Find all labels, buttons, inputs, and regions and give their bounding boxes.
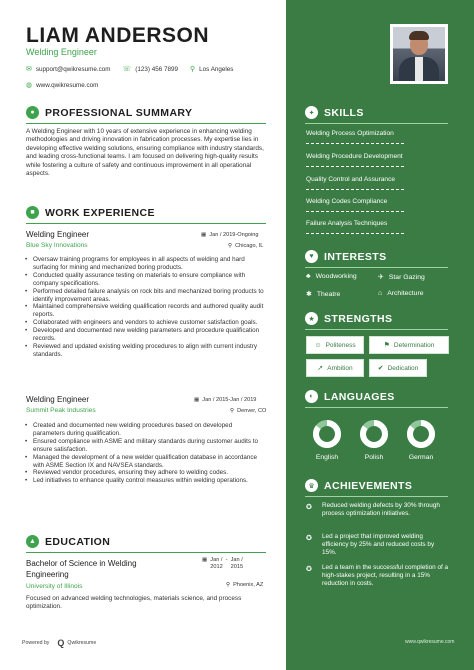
skill-bar	[306, 143, 404, 144]
smile-icon: ☺	[314, 341, 322, 349]
theatre-icon: ✱	[306, 291, 312, 298]
phone-icon: ☏	[122, 66, 132, 73]
language-ring-english	[312, 419, 342, 449]
medal-icon: ✪	[306, 535, 312, 542]
strength-badge: ✔ Dedication	[369, 359, 427, 377]
language-ring-german	[406, 419, 436, 449]
interests-divider	[305, 267, 448, 268]
education-divider	[26, 552, 266, 553]
skills-title: SKILLS	[324, 106, 364, 119]
interest-item: ✱ Theatre	[306, 290, 341, 298]
list-item: • Reviewed vendor procedures, ensuring they adhere to welding codes.	[31, 469, 265, 477]
list-item: • Developed and documented new welding parameters and procedure qualification records.	[31, 327, 265, 343]
achievement-item: Reduced welding defects by 30% through process optimization initiatives.	[322, 502, 440, 518]
achievements-divider	[305, 496, 448, 497]
degree-line: Engineering	[26, 570, 69, 579]
interests-title: INTERESTS	[324, 250, 387, 263]
skills-divider	[305, 123, 448, 124]
list-item: • Reviewed and updated existing welding procedures to align with current industry standards.	[31, 343, 265, 359]
interest-item: ♣ Woodworking	[306, 273, 357, 280]
list-item: • Created and documented new welding procedures based on developed parameters during qualification.	[31, 422, 265, 438]
brand-text[interactable]: Qwikresume	[67, 640, 97, 646]
experience-divider	[26, 223, 266, 224]
contact-row	[26, 65, 245, 73]
calendar-icon: ▦	[201, 232, 207, 238]
profile-photo	[390, 24, 448, 84]
candidate-role: Welding Engineer	[26, 47, 97, 57]
achievements-heading	[305, 479, 412, 492]
summary-heading	[26, 106, 192, 119]
star-icon: ✈	[378, 274, 384, 281]
experience-heading	[26, 206, 155, 219]
education-text: Focused on advanced welding technologies, materials science, and process optimization.	[26, 595, 242, 611]
list-item: • Maintained comprehensive welding qualification records and authored quality audit reports.	[31, 303, 265, 319]
skill-name: Failure Analysis Techniques	[306, 220, 388, 227]
graduation-cap-icon: ▲	[26, 535, 39, 548]
languages-heading	[305, 390, 395, 403]
achievements-title: ACHIEVEMENTS	[324, 479, 413, 492]
job-location: ⚲ Chicago, IL	[228, 243, 264, 249]
rocket-icon: ➚	[317, 365, 324, 372]
trophy-icon: ♛	[305, 479, 318, 492]
job-location: ⚲ Denver, CO	[230, 408, 267, 414]
job-bullets	[31, 422, 265, 485]
experience-title: WORK EXPERIENCE	[45, 206, 155, 219]
website-row	[26, 81, 110, 89]
pin-icon: ⚲	[230, 408, 235, 414]
job-dates: ▦ Jan / 2019-Ongoing	[201, 232, 259, 238]
education-dates: ▦ Jan / 2012 - Jan / 2015	[202, 557, 244, 570]
powered-by-text: Powered by	[22, 640, 50, 646]
flag-icon: ⚑	[383, 342, 390, 349]
location-text: Los Angeles	[199, 65, 234, 73]
skill-bar	[306, 166, 404, 167]
email-text[interactable]: support@qwikresume.com	[35, 65, 111, 73]
list-item: • Led initiatives to enhance quality control measures within welding operations.	[31, 477, 265, 485]
skill-name: Welding Codes Compliance	[306, 198, 388, 205]
user-icon: ●	[26, 106, 39, 119]
list-item: • Collaborated with engineers and vendors to achieve customer satisfaction goals.	[31, 319, 265, 327]
education-title: EDUCATION	[45, 535, 111, 548]
thumbs-up-icon: ★	[305, 312, 318, 325]
strength-badge: ☺ Politeness	[306, 336, 364, 354]
language-name: English	[315, 454, 339, 461]
skills-heading	[305, 106, 364, 119]
achievement-item: Led a project that improved welding efficiency by 25% and reduced costs by 15%.	[322, 533, 435, 557]
languages-divider	[305, 407, 448, 408]
summary-title: PROFESSIONAL SUMMARY	[45, 106, 193, 119]
footer	[22, 638, 96, 648]
qwikresume-logo-icon: Q	[57, 638, 65, 648]
phone-text: (123) 456 7899	[135, 65, 178, 73]
job-company: Summit Peak Industries	[26, 407, 96, 414]
avatar	[393, 27, 445, 81]
list-item: • Performed detailed failure analysis on rock bits and mechanized boring products to identify improvement areas.	[31, 288, 265, 304]
job-title: Welding Engineer	[26, 230, 90, 239]
list-item: • Conducted quality assurance testing on materials to ensure compliance with company specifications.	[31, 272, 265, 288]
language-name: German	[408, 454, 434, 461]
strengths-heading	[305, 312, 392, 325]
job-dates: ▦ Jan / 2015-Jan / 2019	[194, 397, 257, 403]
strength-badge: ➚ Ambition	[306, 359, 364, 377]
languages-title: LANGUAGES	[324, 390, 395, 403]
check-icon: ✔	[377, 365, 384, 372]
calendar-icon: ▦	[194, 397, 200, 403]
list-item: • Managed the development of a new welder qualification database in accordance with ASME Section IX and NAVSEA standards.	[31, 454, 265, 470]
skill-name: Welding Process Optimization	[306, 130, 394, 137]
translate-icon: ◐	[305, 390, 318, 403]
skill-bar	[306, 211, 404, 212]
pin-icon: ⚲	[226, 582, 231, 588]
pin-icon: ⚲	[228, 243, 233, 249]
summary-text: A Welding Engineer with 10 years of extensive experience in enhancing welding methodologies and driving innovation in fabrication processes. My expertise lies in developing effective welding solutions, ensuring compliance with industry standards, and leading cross-functional teams. I am focused on delivering high-quality results while fostering a culture of safety and continuous improvement in all operational aspects.	[26, 128, 264, 178]
education-heading	[26, 535, 110, 548]
skill-name: Welding Procedure Development	[306, 153, 403, 160]
skill-bar	[306, 189, 404, 190]
degree	[26, 558, 137, 580]
language-ring-polish	[359, 419, 389, 449]
skill-bar	[306, 233, 404, 234]
list-item: • Oversaw training programs for employees in all aspects of welding and hard surfacing for mining and mechanized boring products.	[31, 256, 265, 272]
heart-icon: ♥	[305, 250, 318, 263]
medal-icon: ✪	[306, 504, 312, 511]
interests-heading	[305, 250, 387, 263]
location-icon: ⚲	[190, 66, 196, 73]
degree-line: Bachelor of Science in Welding	[26, 559, 137, 568]
strengths-title: STRENGTHS	[324, 312, 393, 325]
calendar-icon: ▦	[202, 557, 208, 563]
job-company: Blue Sky Innovations	[26, 242, 88, 249]
strength-badge: ⚑ Determination	[369, 336, 449, 354]
education-location: ⚲ Phoenix, AZ	[226, 582, 264, 588]
job-title: Welding Engineer	[26, 395, 90, 404]
email-icon: ✉	[26, 66, 32, 73]
building-icon: ⌂	[378, 290, 383, 297]
lightbulb-icon: ✦	[305, 106, 318, 119]
strengths-divider	[305, 329, 448, 330]
interest-item: ⌂ Architecture	[378, 290, 424, 297]
candidate-name: LIAM ANDERSON	[26, 24, 210, 47]
globe-icon: ◍	[26, 82, 33, 89]
medal-icon: ✪	[306, 566, 312, 573]
briefcase-icon: ■	[26, 206, 39, 219]
job-bullets	[31, 256, 265, 359]
school: University of Illinois	[26, 583, 83, 590]
list-item: • Ensured compliance with ASME and military standards during customer audits to ensure satisfaction.	[31, 438, 265, 454]
summary-divider	[26, 123, 266, 124]
website-text[interactable]: www.qwikresume.com	[36, 81, 99, 89]
tree-icon: ♣	[306, 273, 311, 280]
skill-name: Quality Control and Assurance	[306, 176, 396, 183]
language-name: Polish	[364, 454, 384, 461]
achievement-item: Led a team in the successful completion of a high-stakes project, resulting in a 15% reduction in costs.	[322, 564, 449, 588]
interest-item: ✈ Star Gazing	[378, 273, 425, 281]
footer-site[interactable]: www.qwikresume.com	[405, 639, 455, 645]
